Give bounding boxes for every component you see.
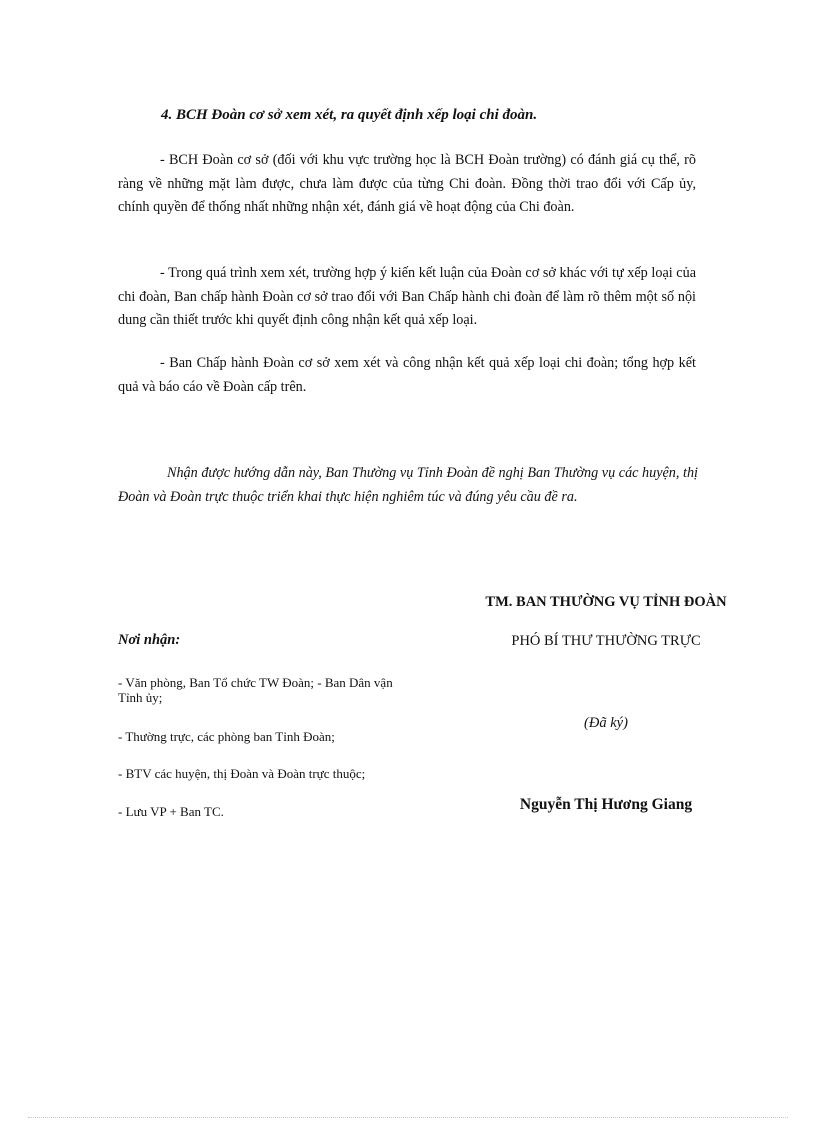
- recipient-item: - BTV các huyện, thị Đoàn và Đoàn trực thuộc;: [118, 766, 366, 781]
- section-heading: 4. BCH Đoàn cơ sở xem xét, ra quyết định xếp loại chi đoàn.: [161, 107, 538, 123]
- paragraph-evaluation: - BCH Đoàn cơ sở (đối với khu vực trường học là BCH Đoàn trường) có đánh giá cụ thể, rõ ràng về những mặt làm được, chưa làm được của từng Chi đoàn. Đồng thời trao đổi với Cấp ủy, chính quyền để thống nhất những nhận xét, đánh giá về hoạt động của Chi đoàn.: [118, 152, 696, 215]
- recipient-item: - Lưu VP + Ban TC.: [118, 804, 224, 819]
- page-bottom-divider: [28, 1117, 788, 1118]
- paragraph-review-process: - Trong quá trình xem xét, trường hợp ý kiến kết luận của Đoàn cơ sở khác với tự xếp loại của chi đoàn, Ban chấp hành Đoàn cơ sở trao đổi với Ban Chấp hành chi đoàn để làm rõ thêm một số nội dung cần thiết trước khi quyết định công nhận kết quả xếp loại.: [118, 265, 696, 328]
- signature-organization: TM. BAN THƯỜNG VỤ TỈNH ĐOÀN: [485, 594, 727, 610]
- recipient-item: - Văn phòng, Ban Tổ chức TW Đoàn; - Ban Dân vận Tỉnh ủy;: [118, 675, 393, 705]
- signer-name: Nguyễn Thị Hương Giang: [519, 796, 693, 813]
- closing-paragraph: Nhận được hướng dẫn này, Ban Thường vụ Tỉnh Đoàn đề nghị Ban Thường vụ các huyện, thị Đoàn và Đoàn trực thuộc triển khai thực hiện nghiêm túc và đúng yêu cầu đề ra.: [118, 465, 698, 505]
- recipient-item: - Thường trực, các phòng ban Tỉnh Đoàn;: [118, 729, 335, 744]
- recipients-title: Nơi nhận:: [118, 632, 181, 648]
- signature-role: PHÓ BÍ THƯ THƯỜNG TRỰC: [511, 633, 701, 649]
- paragraph-recognition: - Ban Chấp hành Đoàn cơ sở xem xét và công nhận kết quả xếp loại chi đoàn; tổng hợp kết quả và báo cáo về Đoàn cấp trên.: [118, 355, 696, 395]
- signed-note: (Đã ký): [584, 715, 628, 731]
